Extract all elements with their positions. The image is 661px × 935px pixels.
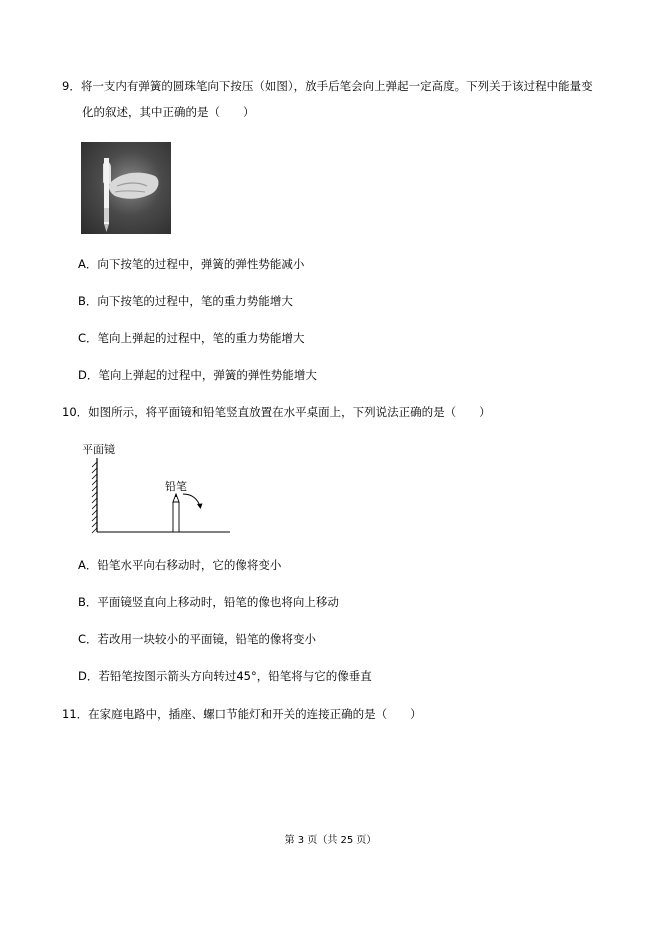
option-text: 若改用一块较小的平面镜，铅笔的像将变小 <box>97 632 317 646</box>
option-text: 铅笔水平向右移动时，它的像将变小 <box>97 558 282 572</box>
option-letter: D． <box>78 368 99 382</box>
option-text: 平面镜竖直向上移动时，铅笔的像也将向上移动 <box>97 595 339 609</box>
option-letter: D． <box>78 669 99 683</box>
question-9-stem-line1 <box>62 78 593 94</box>
question-11-stem <box>62 706 422 722</box>
question-10-option-c <box>78 631 316 647</box>
question-10-stem <box>62 404 491 420</box>
option-text: 向下按笔的过程中，弹簧的弹性势能减小 <box>97 257 305 271</box>
question-11-number: 11． <box>62 707 89 721</box>
question-10-number: 10． <box>62 405 89 419</box>
question-9-text-line1: 将一支内有弹簧的圆珠笔向下按压（如图），放手后笔会向上弹起一定高度。下列关于该过程中能量变 <box>80 79 593 93</box>
question-10-option-d <box>78 668 372 684</box>
option-text: 笔向上弹起的过程中，弹簧的弹性势能增大 <box>98 368 317 382</box>
question-10-option-b <box>78 594 339 610</box>
question-9-option-d <box>78 367 317 383</box>
option-text: 笔向上弹起的过程中，笔的重力势能增大 <box>97 331 305 345</box>
question-9-option-a <box>78 256 304 272</box>
option-text: 若铅笔按图示箭头方向转过45°，铅笔将与它的像垂直 <box>98 669 372 683</box>
mirror-pencil-diagram <box>76 436 246 546</box>
question-10-text: 如图所示，将平面镜和铅笔竖直放置在水平桌面上，下列说法正确的是（ ） <box>88 405 491 419</box>
question-9-number: 9． <box>62 79 81 93</box>
option-letter: A． <box>78 558 98 572</box>
question-9-option-c <box>78 330 305 346</box>
pen-press-photo <box>81 142 171 234</box>
mirror-label: 平面镜 <box>82 443 115 456</box>
rotation-arrow <box>183 494 200 507</box>
option-letter: C． <box>78 331 98 345</box>
question-9-stem-line2: 化的叙述，其中正确的是（ ） <box>82 105 255 119</box>
option-letter: A． <box>78 257 98 271</box>
hand-pressing-pen-image <box>81 142 171 234</box>
rotation-arrowhead <box>197 504 203 510</box>
option-letter: C． <box>78 632 98 646</box>
option-text: 向下按笔的过程中，笔的重力势能增大 <box>97 294 293 308</box>
option-letter: B． <box>78 294 98 308</box>
question-9-option-b <box>78 293 293 309</box>
mirror-hatching <box>92 462 97 533</box>
option-letter: B． <box>78 595 98 609</box>
question-11-text: 在家庭电路中，插座、螺口节能灯和开关的连接正确的是（ ） <box>88 707 422 721</box>
diagram-drawing <box>76 436 246 546</box>
question-10-option-a <box>78 557 281 573</box>
pencil-label: 铅笔 <box>165 480 187 493</box>
page-footer: 第 3 页（共 25 页） <box>284 835 377 846</box>
pencil-icon <box>173 494 179 532</box>
